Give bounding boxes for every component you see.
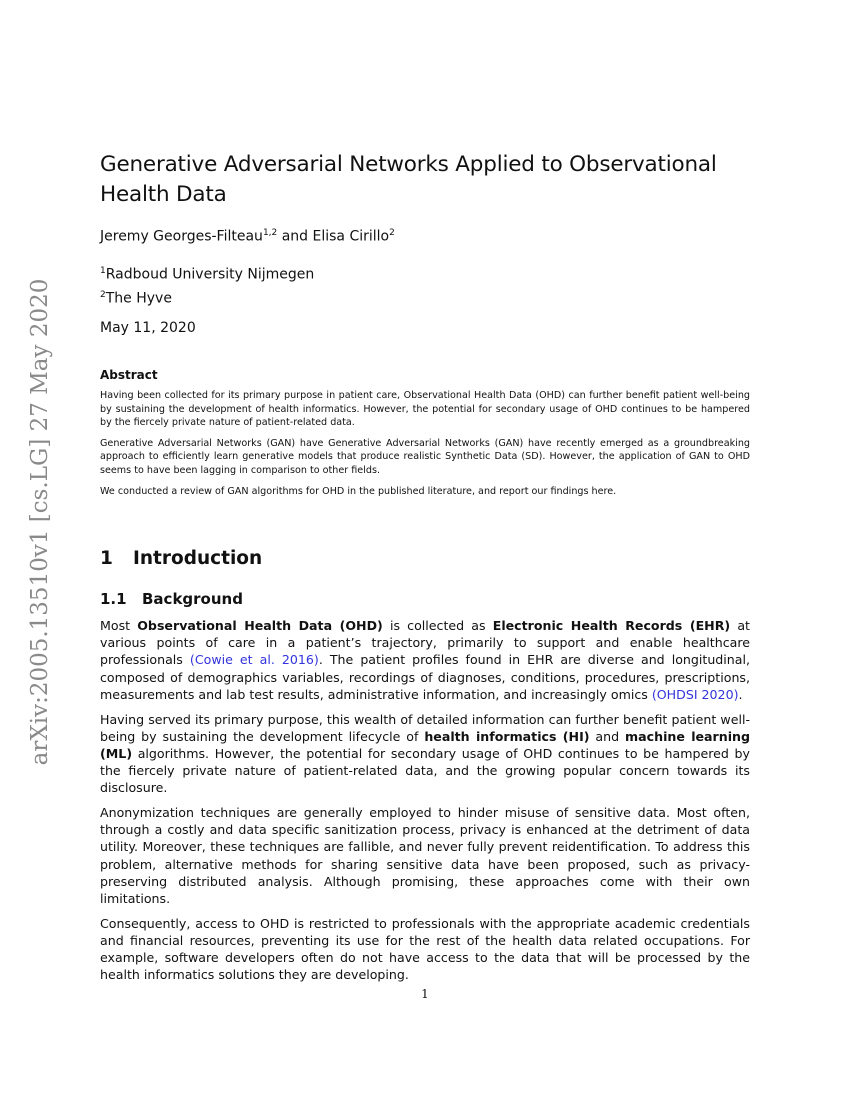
date: May 11, 2020 [100, 320, 196, 336]
citation-link[interactable]: (OHDSI 2020) [651, 686, 739, 702]
subsection-number: 1.1 [100, 590, 127, 608]
text: algorithms. However, the potential for secondary usage of OHD continues to be hampered by the fiercely private nature of patient-related data, and the growing popular concern towards its disclosure. [100, 745, 750, 796]
affiliations [100, 261, 750, 308]
affiliation-sup: 1 [100, 266, 106, 276]
abstract-paragraph: We conducted a review of GAN algorithms for OHD in the published literature, and report our findings here. [100, 485, 617, 497]
affiliation-1 [100, 261, 750, 285]
text: and [589, 728, 626, 744]
author-and: and [277, 228, 313, 245]
abstract-paragraph: Generative Adversarial Networks (GAN) have Generative Adversarial Networks (GAN) have recently emerged as a groundbreaking approach to efficiently learn generative models that produce realistic Synthetic Data (SD). However, the application of GAN to OHD seems to have been lagging in comparison to other fields. [100, 437, 750, 476]
affiliation-name: The Hyve [105, 290, 172, 307]
section-number: 1 [100, 548, 113, 569]
term-ehr: Electronic Health Records (EHR) [492, 618, 731, 633]
author-2: Elisa Cirillo [312, 228, 390, 245]
text: . [738, 686, 743, 702]
affiliation-name: Radboud University Nijmegen [105, 266, 315, 283]
section-heading [100, 548, 750, 569]
author-1-affil: 1,2 [262, 228, 278, 238]
affiliation-sup: 2 [100, 289, 106, 300]
subsection-heading [100, 590, 750, 608]
affiliation-2 [100, 285, 750, 309]
text: Having served its primary purpose, this wealth of detailed information can further benefit patient well-being by sustaining the development lifecycle of [100, 711, 750, 744]
abstract [100, 389, 750, 505]
subsection-title: Background [142, 590, 243, 608]
arxiv-stamp: arXiv:2005.13510v1 [cs.LG] 27 May 2020 [27, 278, 53, 766]
body-paragraph-1 [100, 617, 750, 703]
page-number: 1 [421, 987, 429, 1001]
author-1: Jeremy Georges-Filteau [100, 228, 263, 245]
abstract-paragraph: Having been collected for its primary purpose in patient care, Observational Health Data (OHD) can further benefit patient well-being by sustaining the development of health informatics. However, the potential for secondary usage of OHD continues to be hampered by the fiercely private nature of patient-related data. [100, 390, 750, 429]
text: at various points of care in a patient’s trajectory, primarily to support and enable healthcare professionals [100, 618, 750, 668]
term-hi: health informatics (HI) [424, 728, 590, 744]
body-paragraph-3: Anonymization techniques are generally employed to hinder misuse of sensitive data. Most often, through a costly and data specific sanitization process, privacy is enhanced at the detriment of data utility. Moreover, these techniques are fallible, and never fully prevent reidentification. To address this problem, alternative methods for sharing sensitive data have been proposed, such as privacy-preserving distributed analysis. Although promising, these approaches come with their own limitations. [100, 805, 750, 907]
authors [100, 228, 750, 245]
body-paragraph-2 [100, 711, 750, 797]
text: is collected as [382, 618, 493, 633]
author-2-affil: 2 [389, 228, 395, 238]
body-text [100, 617, 750, 991]
paper-title: Generative Adversarial Networks Applied to Observational Health Data [100, 152, 717, 207]
term-ml: machine learning (ML) [100, 728, 751, 761]
citation-link[interactable]: (Cowie et al. 2016) [189, 652, 319, 668]
abstract-heading: Abstract [100, 368, 158, 382]
body-paragraph-4: Consequently, access to OHD is restricted to professionals with the appropriate academic credentials and financial resources, preventing its use for the rest of the health data related occupations. For example, software developers often do not have access to the data that will be processed by the health informatics solutions they are developing. [100, 915, 750, 983]
text: . The patient profiles found in EHR are diverse and longitudinal, composed of demographics variables, recordings of diagnoses, conditions, procedures, prescriptions, measurements and lab test results, administrative information, and increasingly omics [100, 652, 750, 702]
term-ohd: Observational Health Data (OHD) [137, 618, 383, 633]
text: Most [100, 618, 138, 633]
section-title: Introduction [133, 548, 263, 569]
